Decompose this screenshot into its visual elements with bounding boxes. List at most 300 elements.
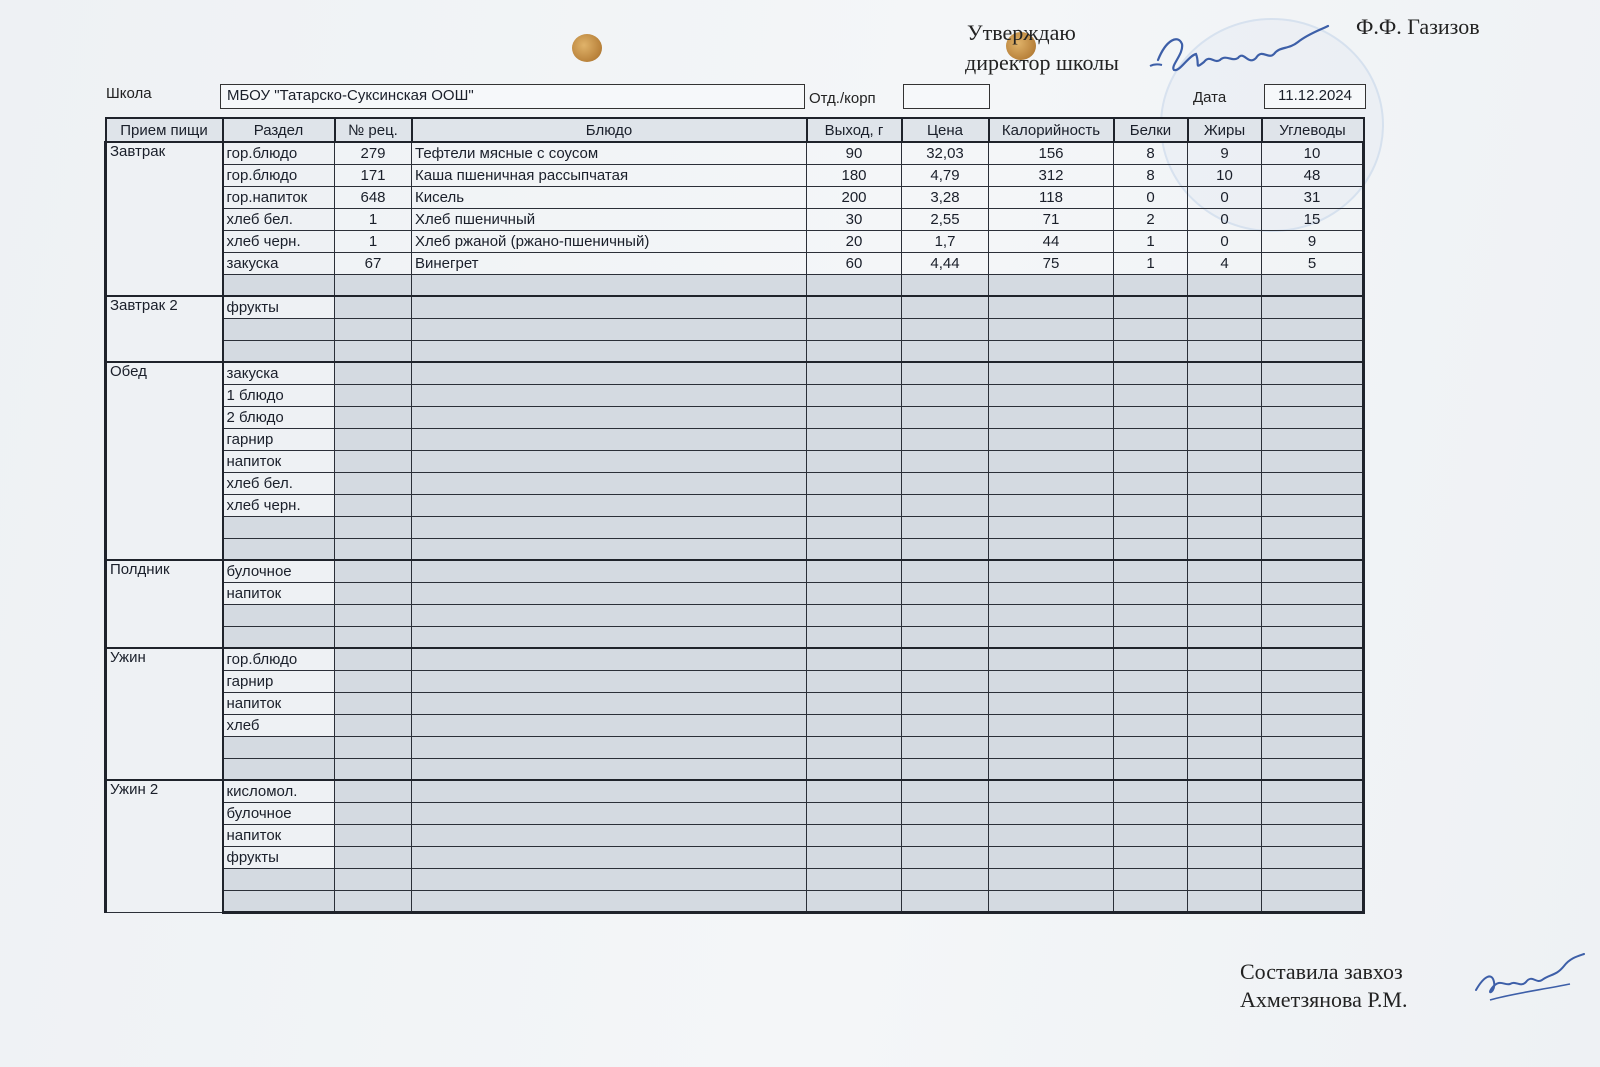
dish-cell <box>412 670 807 692</box>
calories-cell <box>989 274 1114 296</box>
calories-cell <box>989 780 1114 802</box>
carbs-cell: 9 <box>1262 230 1364 252</box>
section-cell: напиток <box>223 692 335 714</box>
recipe-number-cell <box>335 318 412 340</box>
protein-cell <box>1114 406 1188 428</box>
price-cell: 1,7 <box>902 230 989 252</box>
protein-cell <box>1114 758 1188 780</box>
dish-cell <box>412 846 807 868</box>
table-row <box>106 450 1364 472</box>
table-row <box>106 340 1364 362</box>
carbs-cell <box>1262 780 1364 802</box>
section-cell: гор.блюдо <box>223 164 335 186</box>
calories-cell <box>989 604 1114 626</box>
meal-name-cell: Полдник <box>106 560 223 648</box>
protein-cell: 8 <box>1114 142 1188 164</box>
protein-cell <box>1114 692 1188 714</box>
price-cell <box>902 384 989 406</box>
fat-cell <box>1188 780 1262 802</box>
column-header: Раздел <box>223 118 335 142</box>
section-cell <box>223 868 335 890</box>
recipe-number-cell <box>335 714 412 736</box>
price-cell <box>902 340 989 362</box>
carbs-cell <box>1262 846 1364 868</box>
meal-name-cell: Завтрак 2 <box>106 296 223 362</box>
date-label: Дата <box>1193 89 1227 106</box>
dish-cell: Тефтели мясные с соусом <box>412 142 807 164</box>
protein-cell <box>1114 362 1188 384</box>
section-cell: булочное <box>223 802 335 824</box>
dish-cell <box>412 538 807 560</box>
recipe-number-cell <box>335 868 412 890</box>
table-row <box>106 362 1364 384</box>
protein-cell: 0 <box>1114 186 1188 208</box>
price-cell <box>902 274 989 296</box>
fat-cell: 0 <box>1188 230 1262 252</box>
fat-cell <box>1188 736 1262 758</box>
calories-cell <box>989 538 1114 560</box>
carbs-cell <box>1262 296 1364 318</box>
calories-cell <box>989 626 1114 648</box>
yield-cell <box>807 626 902 648</box>
yield-cell <box>807 516 902 538</box>
fat-cell <box>1188 868 1262 890</box>
calories-cell: 312 <box>989 164 1114 186</box>
punch-hole <box>572 34 602 62</box>
recipe-number-cell <box>335 516 412 538</box>
yield-cell: 90 <box>807 142 902 164</box>
section-cell: хлеб черн. <box>223 494 335 516</box>
protein-cell <box>1114 604 1188 626</box>
carbs-cell <box>1262 626 1364 648</box>
column-header: Цена <box>902 118 989 142</box>
section-cell <box>223 758 335 780</box>
table-row <box>106 208 1364 230</box>
calories-cell <box>989 560 1114 582</box>
protein-cell: 1 <box>1114 252 1188 274</box>
fat-cell: 4 <box>1188 252 1262 274</box>
protein-cell <box>1114 384 1188 406</box>
dish-cell <box>412 362 807 384</box>
dish-cell <box>412 824 807 846</box>
section-cell <box>223 318 335 340</box>
protein-cell <box>1114 318 1188 340</box>
table-row <box>106 516 1364 538</box>
calories-cell: 118 <box>989 186 1114 208</box>
dish-cell <box>412 604 807 626</box>
table-row <box>106 736 1364 758</box>
table-row <box>106 802 1364 824</box>
dish-cell <box>412 714 807 736</box>
date-field: 11.12.2024 <box>1264 84 1366 109</box>
calories-cell <box>989 670 1114 692</box>
calories-cell <box>989 846 1114 868</box>
yield-cell <box>807 890 902 912</box>
meal-name-cell: Ужин 2 <box>106 780 223 912</box>
price-cell <box>902 560 989 582</box>
yield-cell <box>807 648 902 670</box>
section-cell: напиток <box>223 450 335 472</box>
dish-cell: Хлеб ржаной (ржано-пшеничный) <box>412 230 807 252</box>
carbs-cell: 31 <box>1262 186 1364 208</box>
yield-cell <box>807 362 902 384</box>
protein-cell <box>1114 560 1188 582</box>
protein-cell <box>1114 472 1188 494</box>
column-header: Прием пищи <box>106 118 223 142</box>
recipe-number-cell: 67 <box>335 252 412 274</box>
yield-cell: 180 <box>807 164 902 186</box>
protein-cell <box>1114 582 1188 604</box>
dish-cell <box>412 890 807 912</box>
calories-cell <box>989 472 1114 494</box>
compiler-line-1: Составила завхоз <box>1240 959 1403 984</box>
fat-cell <box>1188 802 1262 824</box>
recipe-number-cell <box>335 670 412 692</box>
protein-cell <box>1114 296 1188 318</box>
calories-cell <box>989 890 1114 912</box>
dish-cell: Кисель <box>412 186 807 208</box>
yield-cell <box>807 340 902 362</box>
section-cell <box>223 626 335 648</box>
price-cell <box>902 736 989 758</box>
dish-cell: Каша пшеничная рассыпчатая <box>412 164 807 186</box>
column-header: № рец. <box>335 118 412 142</box>
section-cell: хлеб <box>223 714 335 736</box>
table-row <box>106 186 1364 208</box>
fat-cell <box>1188 582 1262 604</box>
section-cell: хлеб бел. <box>223 472 335 494</box>
recipe-number-cell <box>335 626 412 648</box>
fat-cell <box>1188 626 1262 648</box>
carbs-cell <box>1262 714 1364 736</box>
recipe-number-cell <box>335 824 412 846</box>
carbs-cell <box>1262 582 1364 604</box>
recipe-number-cell <box>335 494 412 516</box>
recipe-number-cell <box>335 450 412 472</box>
table-row <box>106 142 1364 164</box>
section-cell: гор.блюдо <box>223 648 335 670</box>
calories-cell <box>989 714 1114 736</box>
protein-cell <box>1114 736 1188 758</box>
dish-cell <box>412 758 807 780</box>
calories-cell <box>989 516 1114 538</box>
recipe-number-cell: 1 <box>335 230 412 252</box>
meal-name-cell: Ужин <box>106 648 223 780</box>
fat-cell <box>1188 890 1262 912</box>
dish-cell <box>412 648 807 670</box>
table-row <box>106 406 1364 428</box>
carbs-cell <box>1262 538 1364 560</box>
recipe-number-cell <box>335 296 412 318</box>
price-cell: 2,55 <box>902 208 989 230</box>
recipe-number-cell <box>335 846 412 868</box>
fat-cell: 0 <box>1188 186 1262 208</box>
school-label: Школа <box>106 85 152 102</box>
section-cell: булочное <box>223 560 335 582</box>
dish-cell: Хлеб пшеничный <box>412 208 807 230</box>
price-cell <box>902 648 989 670</box>
yield-cell <box>807 296 902 318</box>
school-field: МБОУ "Татарско-Суксинская ООШ" <box>220 84 805 109</box>
table-row <box>106 780 1364 802</box>
fat-cell <box>1188 340 1262 362</box>
recipe-number-cell <box>335 648 412 670</box>
price-cell <box>902 516 989 538</box>
protein-cell <box>1114 890 1188 912</box>
recipe-number-cell: 648 <box>335 186 412 208</box>
carbs-cell <box>1262 868 1364 890</box>
price-cell <box>902 450 989 472</box>
price-cell <box>902 780 989 802</box>
protein-cell <box>1114 340 1188 362</box>
recipe-number-cell <box>335 340 412 362</box>
section-cell: гор.напиток <box>223 186 335 208</box>
calories-cell <box>989 384 1114 406</box>
section-cell: гор.блюдо <box>223 142 335 164</box>
section-cell: закуска <box>223 362 335 384</box>
yield-cell <box>807 692 902 714</box>
yield-cell <box>807 494 902 516</box>
yield-cell <box>807 802 902 824</box>
fat-cell: 10 <box>1188 164 1262 186</box>
carbs-cell <box>1262 472 1364 494</box>
fat-cell <box>1188 362 1262 384</box>
protein-cell <box>1114 494 1188 516</box>
section-cell <box>223 274 335 296</box>
price-cell <box>902 296 989 318</box>
price-cell <box>902 692 989 714</box>
fat-cell <box>1188 318 1262 340</box>
section-cell <box>223 340 335 362</box>
section-cell: закуска <box>223 252 335 274</box>
yield-cell <box>807 868 902 890</box>
yield-cell <box>807 758 902 780</box>
section-cell: 2 блюдо <box>223 406 335 428</box>
carbs-cell <box>1262 890 1364 912</box>
dish-cell <box>412 626 807 648</box>
section-cell: гарнир <box>223 670 335 692</box>
dish-cell <box>412 472 807 494</box>
yield-cell <box>807 736 902 758</box>
recipe-number-cell: 171 <box>335 164 412 186</box>
yield-cell <box>807 428 902 450</box>
price-cell <box>902 758 989 780</box>
table-row <box>106 274 1364 296</box>
price-cell: 4,44 <box>902 252 989 274</box>
fat-cell <box>1188 758 1262 780</box>
table-row <box>106 252 1364 274</box>
fat-cell <box>1188 406 1262 428</box>
protein-cell: 2 <box>1114 208 1188 230</box>
calories-cell <box>989 648 1114 670</box>
calories-cell <box>989 362 1114 384</box>
table-row <box>106 846 1364 868</box>
yield-cell <box>807 450 902 472</box>
fat-cell: 0 <box>1188 208 1262 230</box>
column-header: Жиры <box>1188 118 1262 142</box>
table-header-row <box>106 118 1364 142</box>
table-row <box>106 560 1364 582</box>
calories-cell: 71 <box>989 208 1114 230</box>
section-cell <box>223 516 335 538</box>
yield-cell: 30 <box>807 208 902 230</box>
recipe-number-cell: 1 <box>335 208 412 230</box>
table-row <box>106 670 1364 692</box>
protein-cell <box>1114 824 1188 846</box>
carbs-cell <box>1262 802 1364 824</box>
section-cell: хлеб черн. <box>223 230 335 252</box>
price-cell <box>902 362 989 384</box>
dish-cell <box>412 560 807 582</box>
calories-cell <box>989 736 1114 758</box>
table-row <box>106 758 1364 780</box>
fat-cell <box>1188 824 1262 846</box>
director-signature <box>1148 20 1338 84</box>
column-header: Белки <box>1114 118 1188 142</box>
carbs-cell: 10 <box>1262 142 1364 164</box>
dish-cell <box>412 274 807 296</box>
price-cell <box>902 582 989 604</box>
fat-cell <box>1188 450 1262 472</box>
carbs-cell <box>1262 362 1364 384</box>
table-row <box>106 164 1364 186</box>
protein-cell <box>1114 274 1188 296</box>
fat-cell <box>1188 692 1262 714</box>
protein-cell <box>1114 626 1188 648</box>
table-row <box>106 824 1364 846</box>
dish-cell <box>412 802 807 824</box>
table-row <box>106 296 1364 318</box>
fat-cell <box>1188 428 1262 450</box>
recipe-number-cell <box>335 472 412 494</box>
dish-cell <box>412 296 807 318</box>
carbs-cell <box>1262 318 1364 340</box>
section-cell: фрукты <box>223 296 335 318</box>
price-cell <box>902 802 989 824</box>
table-row <box>106 714 1364 736</box>
fat-cell <box>1188 472 1262 494</box>
meal-name-cell: Обед <box>106 362 223 560</box>
carbs-cell <box>1262 736 1364 758</box>
price-cell <box>902 868 989 890</box>
recipe-number-cell <box>335 736 412 758</box>
table-row <box>106 868 1364 890</box>
calories-cell <box>989 318 1114 340</box>
section-cell: фрукты <box>223 846 335 868</box>
recipe-number-cell <box>335 780 412 802</box>
yield-cell <box>807 406 902 428</box>
price-cell <box>902 604 989 626</box>
recipe-number-cell <box>335 582 412 604</box>
protein-cell <box>1114 450 1188 472</box>
approval-line-1: Утверждаю <box>967 20 1076 45</box>
carbs-cell <box>1262 758 1364 780</box>
table-row <box>106 428 1364 450</box>
calories-cell <box>989 340 1114 362</box>
protein-cell <box>1114 846 1188 868</box>
table-row <box>106 318 1364 340</box>
table-row <box>106 494 1364 516</box>
yield-cell: 200 <box>807 186 902 208</box>
protein-cell: 8 <box>1114 164 1188 186</box>
protein-cell <box>1114 538 1188 560</box>
fat-cell <box>1188 670 1262 692</box>
fat-cell <box>1188 604 1262 626</box>
fat-cell <box>1188 648 1262 670</box>
carbs-cell <box>1262 494 1364 516</box>
table-row <box>106 230 1364 252</box>
dish-cell <box>412 340 807 362</box>
yield-cell <box>807 472 902 494</box>
protein-cell <box>1114 868 1188 890</box>
recipe-number-cell <box>335 362 412 384</box>
price-cell <box>902 494 989 516</box>
protein-cell <box>1114 428 1188 450</box>
yield-cell <box>807 670 902 692</box>
section-cell: хлеб бел. <box>223 208 335 230</box>
recipe-number-cell <box>335 406 412 428</box>
calories-cell <box>989 296 1114 318</box>
dish-cell <box>412 516 807 538</box>
price-cell <box>902 406 989 428</box>
section-cell <box>223 538 335 560</box>
price-cell <box>902 538 989 560</box>
section-cell: 1 блюдо <box>223 384 335 406</box>
price-cell: 32,03 <box>902 142 989 164</box>
calories-cell <box>989 406 1114 428</box>
table-row <box>106 604 1364 626</box>
dish-cell <box>412 780 807 802</box>
dish-cell <box>412 318 807 340</box>
table-row <box>106 692 1364 714</box>
carbs-cell <box>1262 648 1364 670</box>
fat-cell: 9 <box>1188 142 1262 164</box>
director-name: Ф.Ф. Газизов <box>1356 14 1480 39</box>
fat-cell <box>1188 384 1262 406</box>
dish-cell: Винегрет <box>412 252 807 274</box>
yield-cell <box>807 582 902 604</box>
carbs-cell: 15 <box>1262 208 1364 230</box>
carbs-cell <box>1262 516 1364 538</box>
carbs-cell <box>1262 692 1364 714</box>
yield-cell: 60 <box>807 252 902 274</box>
protein-cell <box>1114 516 1188 538</box>
yield-cell <box>807 274 902 296</box>
menu-table <box>104 117 1365 914</box>
calories-cell <box>989 824 1114 846</box>
price-cell <box>902 890 989 912</box>
table-row <box>106 472 1364 494</box>
yield-cell <box>807 538 902 560</box>
recipe-number-cell <box>335 384 412 406</box>
yield-cell <box>807 714 902 736</box>
yield-cell <box>807 384 902 406</box>
yield-cell <box>807 846 902 868</box>
dish-cell <box>412 494 807 516</box>
protein-cell: 1 <box>1114 230 1188 252</box>
calories-cell <box>989 692 1114 714</box>
carbs-cell <box>1262 428 1364 450</box>
column-header: Блюдо <box>412 118 807 142</box>
yield-cell <box>807 604 902 626</box>
yield-cell <box>807 560 902 582</box>
recipe-number-cell <box>335 890 412 912</box>
price-cell <box>902 472 989 494</box>
price-cell <box>902 846 989 868</box>
carbs-cell <box>1262 384 1364 406</box>
table-row <box>106 626 1364 648</box>
recipe-number-cell <box>335 560 412 582</box>
